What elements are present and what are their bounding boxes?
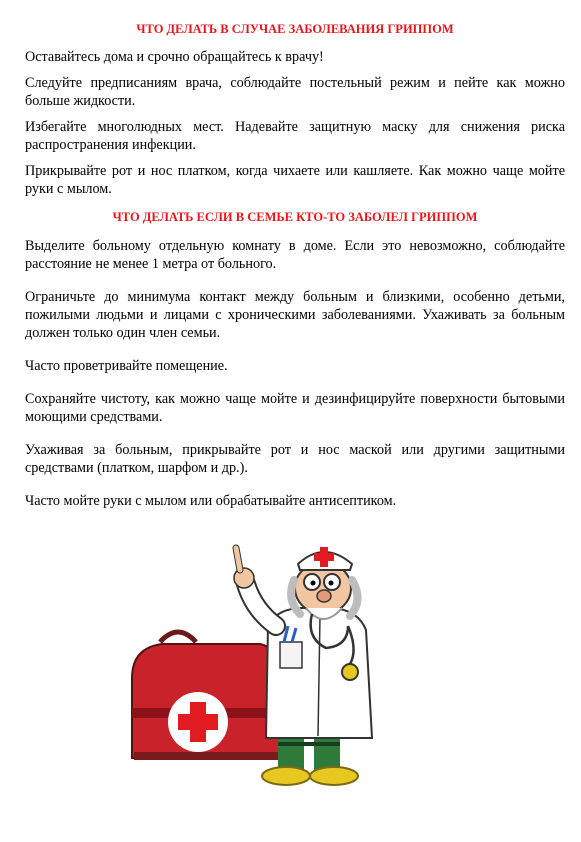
section2-paragraph: Часто мойте руки с мылом или обрабатывайте антисептиком. xyxy=(25,493,397,509)
section1-body xyxy=(25,48,565,198)
doctor-illustration xyxy=(128,530,400,790)
section2-paragraph: Ухаживая за больным, прикрывайте рот и нос маской или другими защитными средствами (платком, шарфом и др.). xyxy=(25,442,565,476)
section2-paragraph: Сохраняйте чистоту, как можно чаще мойте и дезинфицируйте поверхности бытовыми моющими средствами. xyxy=(25,391,565,425)
section1-title: ЧТО ДЕЛАТЬ В СЛУЧАЕ ЗАБОЛЕВАНИЯ ГРИППОМ xyxy=(136,22,454,36)
section1-paragraph: Следуйте предписаниям врача, соблюдайте постельный режим и пейте как можно больше жидкости. xyxy=(25,75,565,109)
section1-paragraph: Избегайте многолюдных мест. Надевайте защитную маску для снижения риска распространения инфекции. xyxy=(25,119,565,153)
section2-paragraph: Ограничьте до минимума контакт между больным и близкими, особенно детьми, пожилыми людьми и лицами с хроническими заболеваниями. Ухаживать за больным должен только один член семьи. xyxy=(25,289,565,341)
medical-bag-icon xyxy=(132,632,280,760)
section1-paragraph: Оставайтесь дома и срочно обращайтесь к врачу! xyxy=(25,49,324,65)
document-page xyxy=(25,22,565,525)
section2-body xyxy=(25,237,565,510)
section2-paragraph: Часто проветривайте помещение. xyxy=(25,358,228,374)
section1-paragraph: Прикрывайте рот и нос платком, когда чихаете или кашляете. Как можно чаще мойте руки с мылом. xyxy=(25,163,565,197)
section2-title: ЧТО ДЕЛАТЬ ЕСЛИ В СЕМЬЕ КТО-ТО ЗАБОЛЕЛ ГРИППОМ xyxy=(112,210,478,224)
section2-paragraph: Выделите больному отдельную комнату в доме. Если это невозможно, соблюдайте расстояние не менее 1 метра от больного. xyxy=(25,238,565,272)
